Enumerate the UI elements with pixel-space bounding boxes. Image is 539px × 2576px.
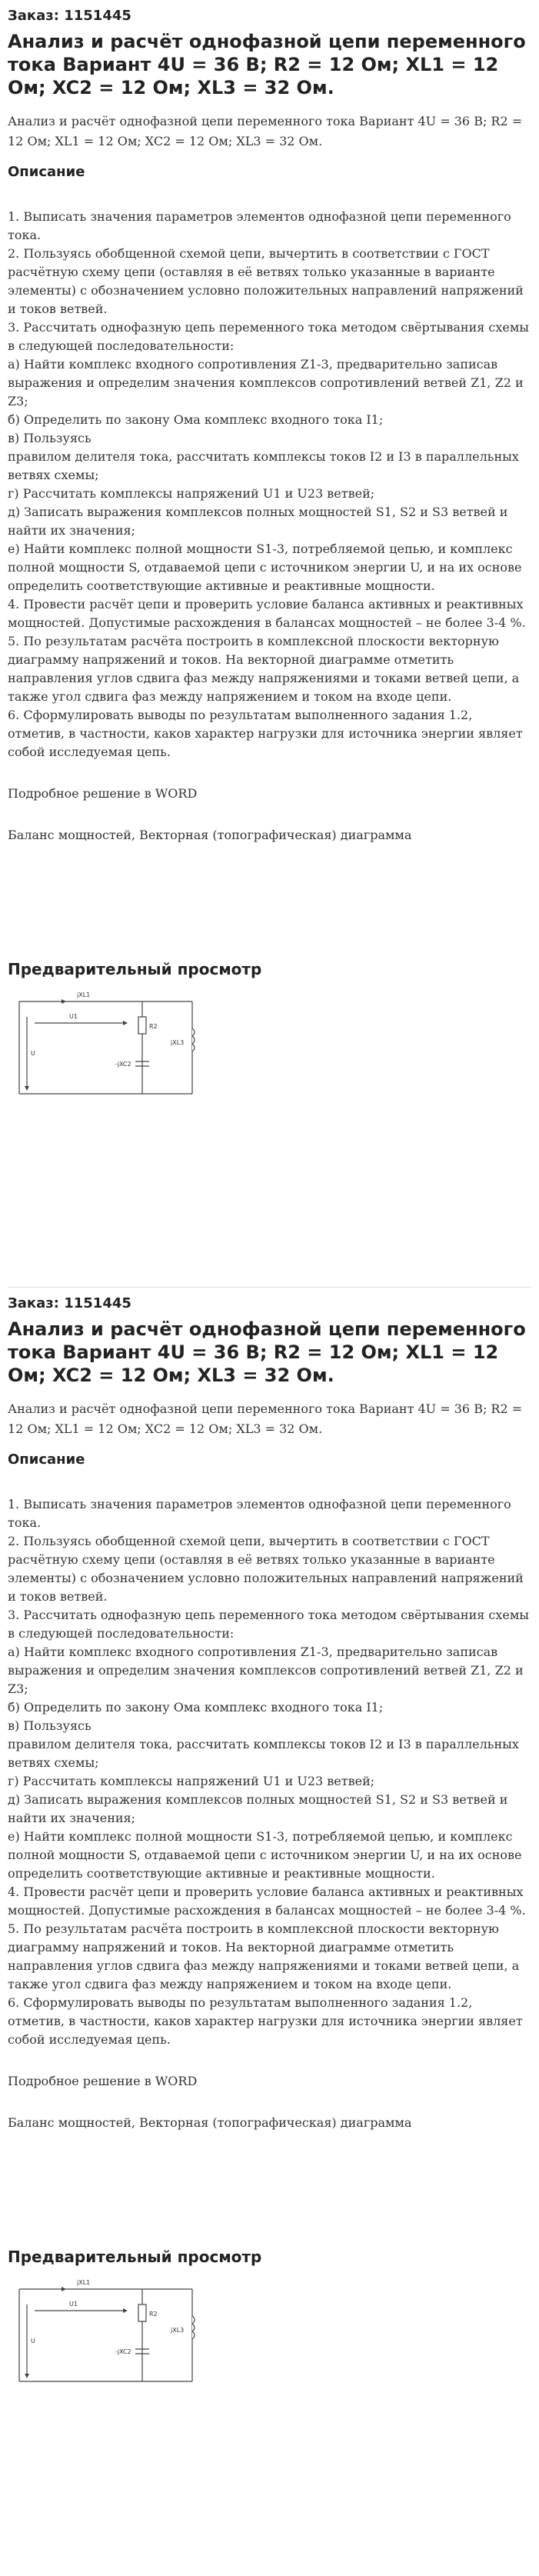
subtitle: Анализ и расчёт однофазной цепи переменного тока Вариант 4U = 36 В; R2 = 12 Ом; XL1 = 12 Ом; XC2 = 12 Ом; XL3 = 32 Ом. <box>8 1401 523 1436</box>
subtitle: Анализ и расчёт однофазной цепи переменного тока Вариант 4U = 36 В; R2 = 12 Ом; XL1 = 12 Ом; XC2 = 12 Ом; XL3 = 32 Ом. <box>8 114 523 148</box>
circuit-diagram <box>8 2274 208 2389</box>
description-line: г) Рассчитать комплексы напряжений U1 и U23 ветвей; <box>8 486 375 501</box>
description-line: б) Определить по закону Ома комплекс входного тока I1; <box>8 1700 384 1715</box>
description-line: а) Найти комплекс входного сопротивления Z1-3, предварительно записав выражения и определим значения комплексов сопротивлений ветвей Z1, Z2 и Z3; <box>8 1645 524 1696</box>
description-line: д) Записать выражения комплексов полных мощностей S1, S2 и S3 ветвей и найти их значения; <box>8 505 508 538</box>
circuit-diagram <box>8 986 208 1101</box>
description-line: г) Рассчитать комплексы напряжений U1 и U23 ветвей; <box>8 1774 375 1788</box>
description <box>8 208 531 761</box>
description-heading: Описание <box>8 164 85 180</box>
order-block <box>8 1288 531 2575</box>
extra-note: Баланс мощностей, Векторная (топографическая) диаграмма <box>8 828 412 842</box>
preview-heading: Предварительный просмотр <box>8 960 262 978</box>
description-line: б) Определить по закону Ома комплекс входного тока I1; <box>8 412 384 427</box>
description-line: е) Найти комплекс полной мощности S1-3, потребляемой цепью, и комплекс полной мощности S, отдаваемой цепи с источником энергии U, и на их основе определить соответствующие активные и реактивные мощности. <box>8 542 522 593</box>
label-jxl3: jXL3 <box>171 2327 185 2334</box>
description-line: д) Записать выражения комплексов полных мощностей S1, S2 и S3 ветвей и найти их значения; <box>8 1792 508 1825</box>
order-block <box>8 0 531 1288</box>
label-jxc2: -jXC2 <box>115 2348 131 2355</box>
solution-note: Подробное решение в WORD <box>8 786 198 801</box>
label-jxl1: jXL1 <box>77 991 91 998</box>
description-line: 3. Рассчитать однофазную цепь переменного тока методом свёртывания схемы в следующей последовательности: <box>8 320 530 353</box>
page-title: Анализ и расчёт однофазной цепи переменного тока Вариант 4U = 36 В; R2 = 12 Ом; XL1 = 12 Ом; XC2 = 12 Ом; XL3 = 32 Ом. <box>8 1318 526 1386</box>
label-jxl3: jXL3 <box>171 1039 185 1046</box>
description-line: 5. По результатам расчёта построить в комплексной плоскости векторную диаграмму напряжений и токов. На векторной диаграмме отметить направления углов сдвига фаз между напряжениями и токами ветвей цепи, а также угол сдвига фаз между напряжением и током на входе цепи. <box>8 1921 520 1991</box>
description-line: 1. Выписать значения параметров элементов однофазной цепи переменного тока. <box>8 209 511 242</box>
description-line: 2. Пользуясь обобщенной схемой цепи, вычертить в соответствии с ГОСТ расчётную схему цепи (оставляя в её ветвях только указанные в варианте элементы) с обозначением условно положительных направлений напряжений и токов ветвей. <box>8 246 524 316</box>
description-line: 1. Выписать значения параметров элементов однофазной цепи переменного тока. <box>8 1497 511 1530</box>
description-line: 3. Рассчитать однофазную цепь переменного тока методом свёртывания схемы в следующей последовательности: <box>8 1608 530 1641</box>
label-u1: U1 <box>69 1013 78 1020</box>
description-line: е) Найти комплекс полной мощности S1-3, потребляемой цепью, и комплекс полной мощности S, отдаваемой цепи с источником энергии U, и на их основе определить соответствующие активные и реактивные мощности. <box>8 1829 522 1881</box>
label-u: U <box>31 1050 35 1057</box>
description-line: 6. Сформулировать выводы по результатам выполненного задания 1.2, отметив, в частности, каков характер нагрузки для источника энергии являет собой исследуемая цепь. <box>8 708 523 759</box>
label-r2: R2 <box>149 1023 158 1030</box>
extra-note: Баланс мощностей, Векторная (топографическая) диаграмма <box>8 2115 412 2130</box>
label-jxc2: -jXC2 <box>115 1061 131 1068</box>
description-line: 6. Сформулировать выводы по результатам выполненного задания 1.2, отметив, в частности, каков характер нагрузки для источника энергии являет собой исследуемая цепь. <box>8 1995 523 2047</box>
description-line: а) Найти комплекс входного сопротивления Z1-3, предварительно записав выражения и определим значения комплексов сопротивлений ветвей Z1, Z2 и Z3; <box>8 357 524 408</box>
description-heading: Описание <box>8 1451 85 1468</box>
order-label: Заказ: 1151445 <box>8 1295 131 1311</box>
description-line: правилом делителя тока, рассчитать комплексы токов I2 и I3 в параллельных ветвях схемы; <box>8 449 519 482</box>
label-r2: R2 <box>149 2311 158 2318</box>
label-u1: U1 <box>69 2301 78 2308</box>
description <box>8 1495 531 2049</box>
preview-heading: Предварительный просмотр <box>8 2248 262 2266</box>
label-u: U <box>31 2338 35 2344</box>
description-line: правилом делителя тока, рассчитать комплексы токов I2 и I3 в параллельных ветвях схемы; <box>8 1737 519 1770</box>
order-label: Заказ: 1151445 <box>8 8 131 24</box>
description-line: 4. Провести расчёт цепи и проверить условие баланса активных и реактивных мощностей. Допустимые расхождения в балансах мощностей – не более 3-4 %. <box>8 597 526 630</box>
description-line: 5. По результатам расчёта построить в комплексной плоскости векторную диаграмму напряжений и токов. На векторной диаграмме отметить направления углов сдвига фаз между напряжениями и токами ветвей цепи, а также угол сдвига фаз между напряжением и током на входе цепи. <box>8 634 520 704</box>
description-line: 2. Пользуясь обобщенной схемой цепи, вычертить в соответствии с ГОСТ расчётную схему цепи (оставляя в её ветвях только указанные в варианте элементы) с обозначением условно положительных направлений напряжений и токов ветвей. <box>8 1534 524 1604</box>
label-jxl1: jXL1 <box>77 2279 91 2286</box>
solution-note: Подробное решение в WORD <box>8 2074 198 2088</box>
description-line: в) Пользуясь <box>8 1718 91 1733</box>
description-line: в) Пользуясь <box>8 431 91 445</box>
description-line: 4. Провести расчёт цепи и проверить условие баланса активных и реактивных мощностей. Допустимые расхождения в балансах мощностей – не более 3-4 %. <box>8 1885 526 1918</box>
page-title: Анализ и расчёт однофазной цепи переменного тока Вариант 4U = 36 В; R2 = 12 Ом; XL1 = 12 Ом; XC2 = 12 Ом; XL3 = 32 Ом. <box>8 31 526 98</box>
